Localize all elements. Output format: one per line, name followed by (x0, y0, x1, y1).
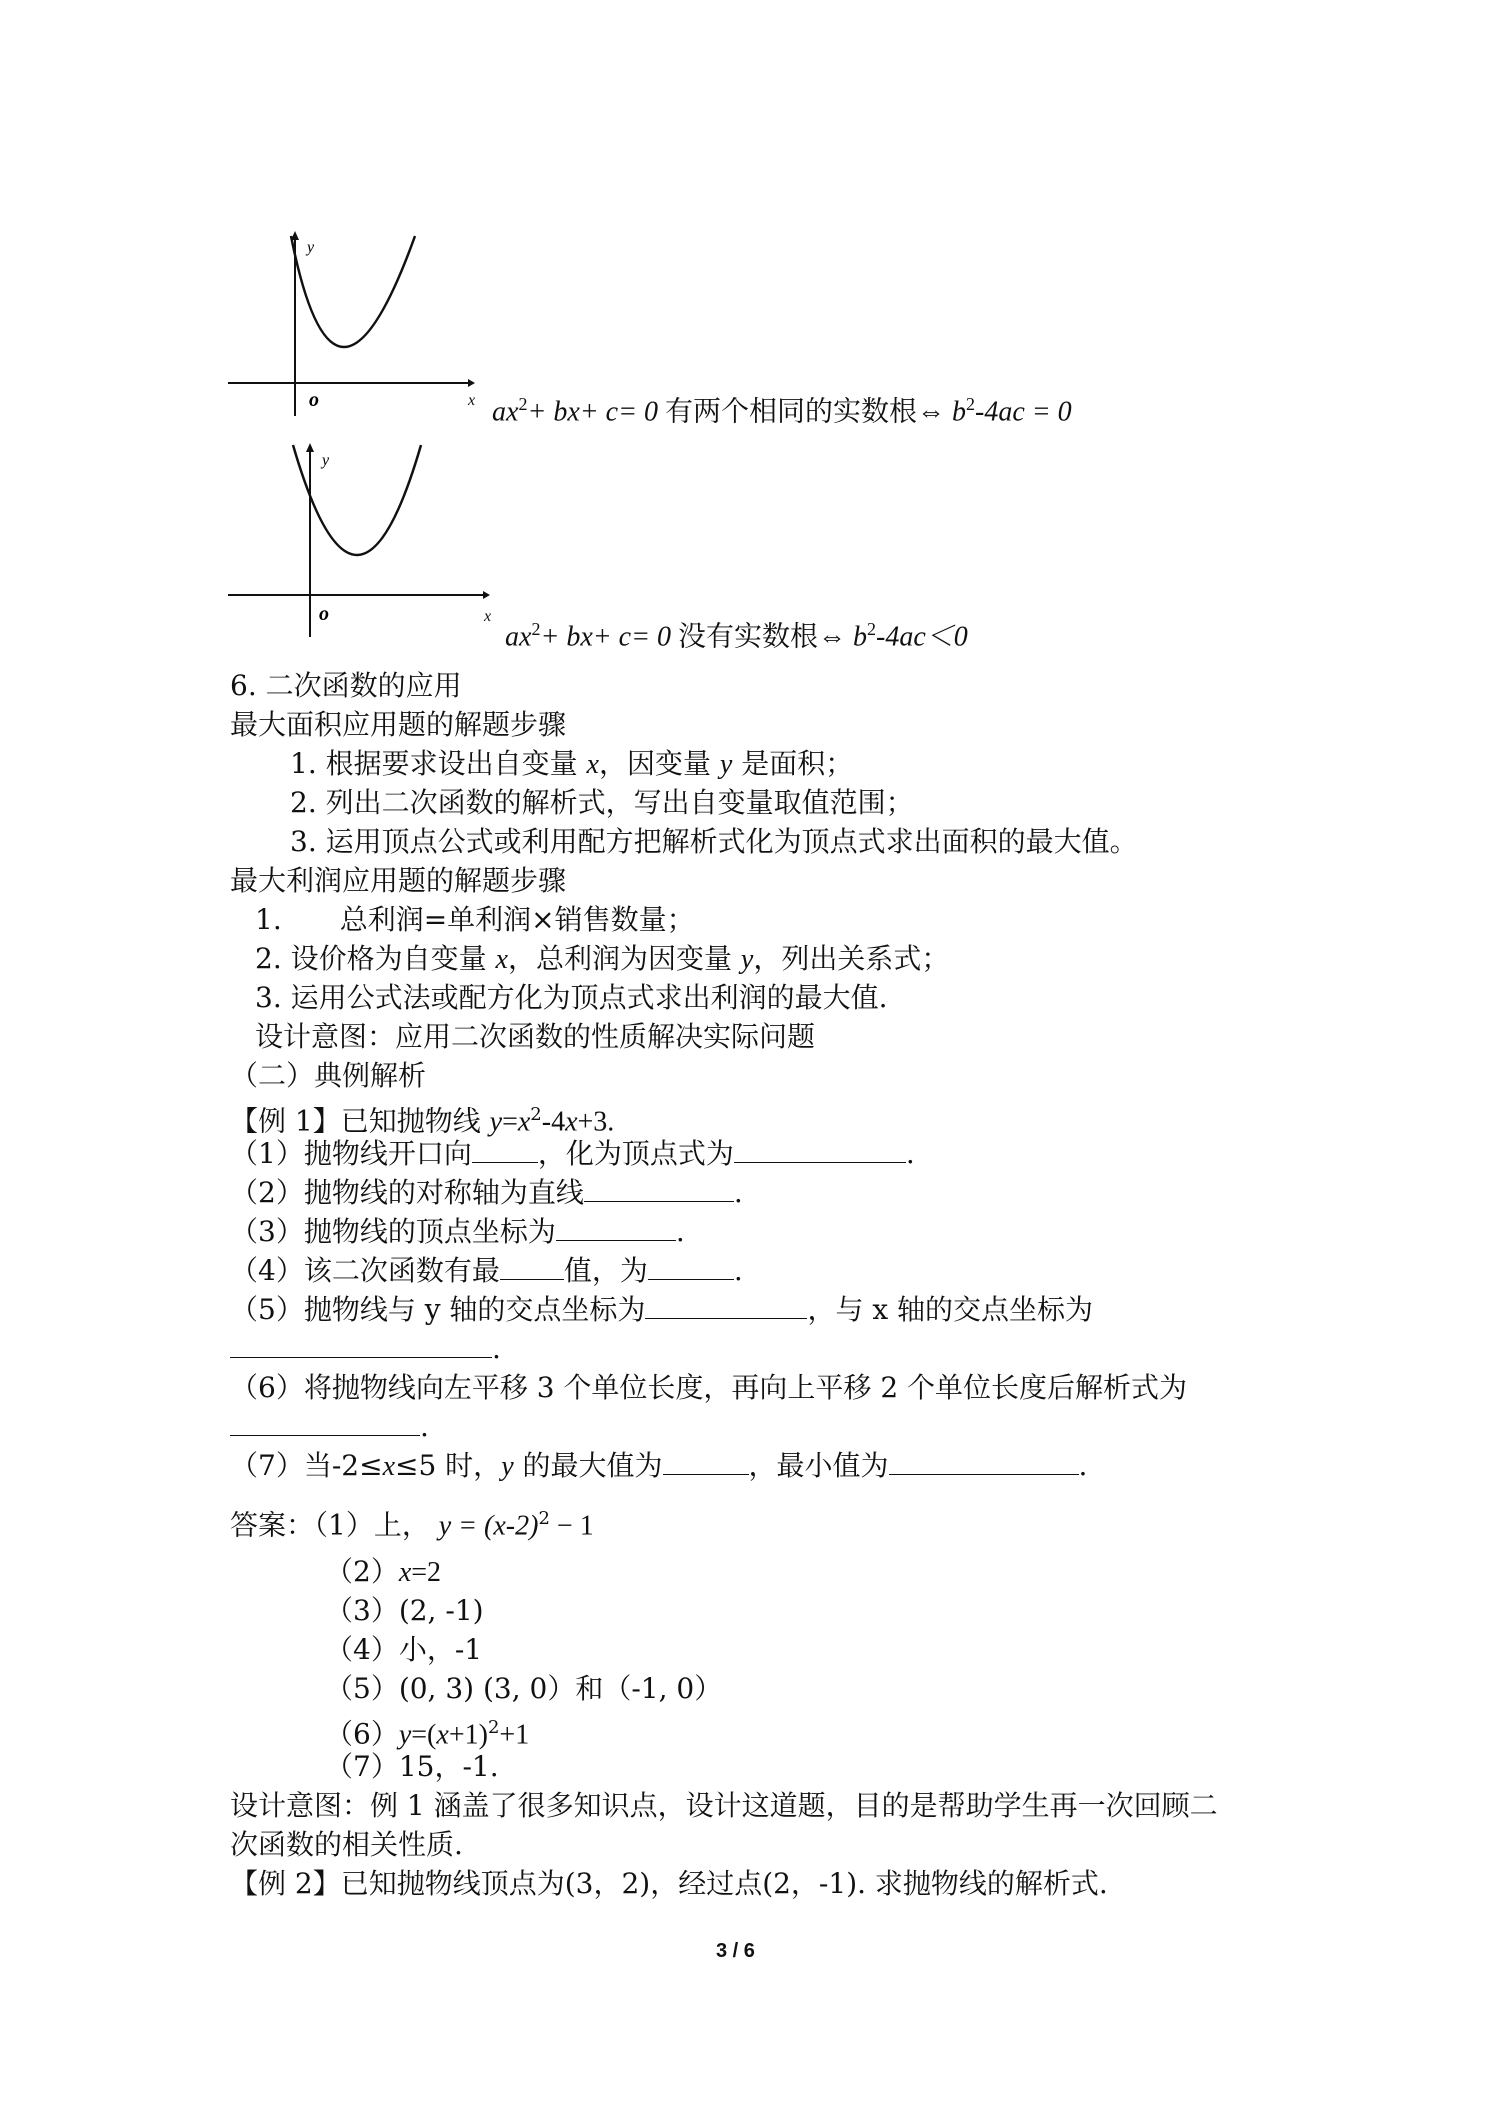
example1-q6: （6）将抛物线向左平移 3 个单位长度，再向上平移 2 个单位长度后解析式为 (230, 1371, 1188, 1404)
origin-label: o (319, 603, 329, 625)
answer-3: （3）(2, -1) (325, 1594, 484, 1627)
equation-one-root: $ax^2+ bx+ c= 0$ 有两个相同的实数根⇔ $b^2-4ac = 0$ (492, 394, 1072, 428)
profit-step-3: 3. 运用公式法或配方化为顶点式求出利润的最大值. (255, 981, 888, 1014)
y-axis-label: y (322, 452, 330, 469)
profit-step-1: 1. 总利润=单利润×销售数量； (255, 903, 695, 936)
answer-blank[interactable] (584, 1175, 734, 1202)
parabola-graph-one-root (225, 228, 475, 418)
example1-q4: （4）该二次函数有最 值，为 . (230, 1254, 743, 1287)
answer-blank[interactable] (230, 1409, 420, 1436)
examples-heading: （二）典例解析 (230, 1059, 427, 1092)
area-step-3: 3. 运用顶点公式或利用配方把解析式化为顶点式求出面积的最大值。 (290, 825, 1138, 858)
answer-2: （2）x=2 (325, 1555, 442, 1588)
answer-blank[interactable] (500, 1253, 564, 1280)
example1-statement: 【例 1】已知抛物线 $y=x^2-4x+3$. (230, 1104, 615, 1138)
answer-blank[interactable] (556, 1214, 676, 1241)
design-intent: 设计意图：应用二次函数的性质解决实际问题 (255, 1020, 816, 1053)
example1-q2: （2）抛物线的对称轴为直线 . (230, 1176, 743, 1209)
answer-blank[interactable] (645, 1292, 807, 1319)
x-axis-arrow (483, 591, 490, 599)
example1-q6-continued: . (230, 1408, 429, 1446)
area-step-1: 1. 根据要求设出自变量 x，因变量 y 是面积； (290, 747, 854, 780)
x-axis-label: x (484, 608, 492, 625)
example1-q5-continued: . (230, 1330, 501, 1368)
profit-step-2: 2. 设价格为自变量 x，总利润为因变量 y，列出关系式； (255, 942, 950, 975)
example1-q1: （1）抛物线开口向 ，化为顶点式为 . (230, 1137, 915, 1170)
y-axis-label: y (307, 239, 315, 256)
answer-7: （7）15，-1. (325, 1750, 499, 1783)
answer-blank[interactable] (230, 1331, 492, 1358)
example1-q7: （7）当-2≤x≤5 时，y 的最大值为 ，最小值为 . (230, 1449, 1088, 1482)
x-axis-label: x (468, 392, 476, 409)
answer-blank[interactable] (648, 1253, 734, 1280)
example1-q5: （5）抛物线与 y 轴的交点坐标为 ，与 x 轴的交点坐标为 (230, 1293, 1094, 1326)
answer-6: $(6)y=(x+1)^2+1$ (325, 1717, 530, 1751)
example1-q3: （3）抛物线的顶点坐标为 . (230, 1215, 685, 1248)
area-step-2: 2. 列出二次函数的解析式，写出自变量取值范围； (290, 786, 914, 819)
answer-blank[interactable] (472, 1136, 538, 1163)
answer-5: （5）(0, 3) (3, 0）和（-1, 0） (325, 1672, 723, 1705)
example2-statement: 【例 2】已知抛物线顶点为(3，2)，经过点(2，-1). 求抛物线的解析式. (230, 1867, 1108, 1900)
answer-blank[interactable] (734, 1136, 906, 1163)
parabola-curve (293, 445, 421, 555)
equation-no-root: $ax^2+ bx+ c= 0$ 没有实数根⇔ $b^2-4ac<0$ (505, 619, 968, 653)
design-intent-2-continued: 次函数的相关性质. (230, 1828, 463, 1861)
area-heading: 最大面积应用题的解题步骤 (230, 708, 567, 741)
page-number: 3 / 6 (716, 1940, 755, 1962)
origin-label: o (309, 389, 319, 411)
profit-heading: 最大利润应用题的解题步骤 (230, 864, 567, 897)
y-axis-arrow (306, 443, 314, 452)
x-axis-arrow (468, 379, 475, 387)
answer-4: （4）小，-1 (325, 1633, 483, 1666)
parabola-graph-no-root (225, 440, 490, 640)
answer-1: 答案：（1）上， $y = (x-2)^2 - 1$ (230, 1508, 594, 1542)
answer-blank[interactable] (889, 1448, 1079, 1475)
answer-blank[interactable] (663, 1448, 749, 1475)
design-intent-2: 设计意图：例 1 涵盖了很多知识点，设计这道题，目的是帮助学生再一次回顾二 (230, 1789, 1218, 1822)
section-title: 6. 二次函数的应用 (230, 669, 462, 702)
